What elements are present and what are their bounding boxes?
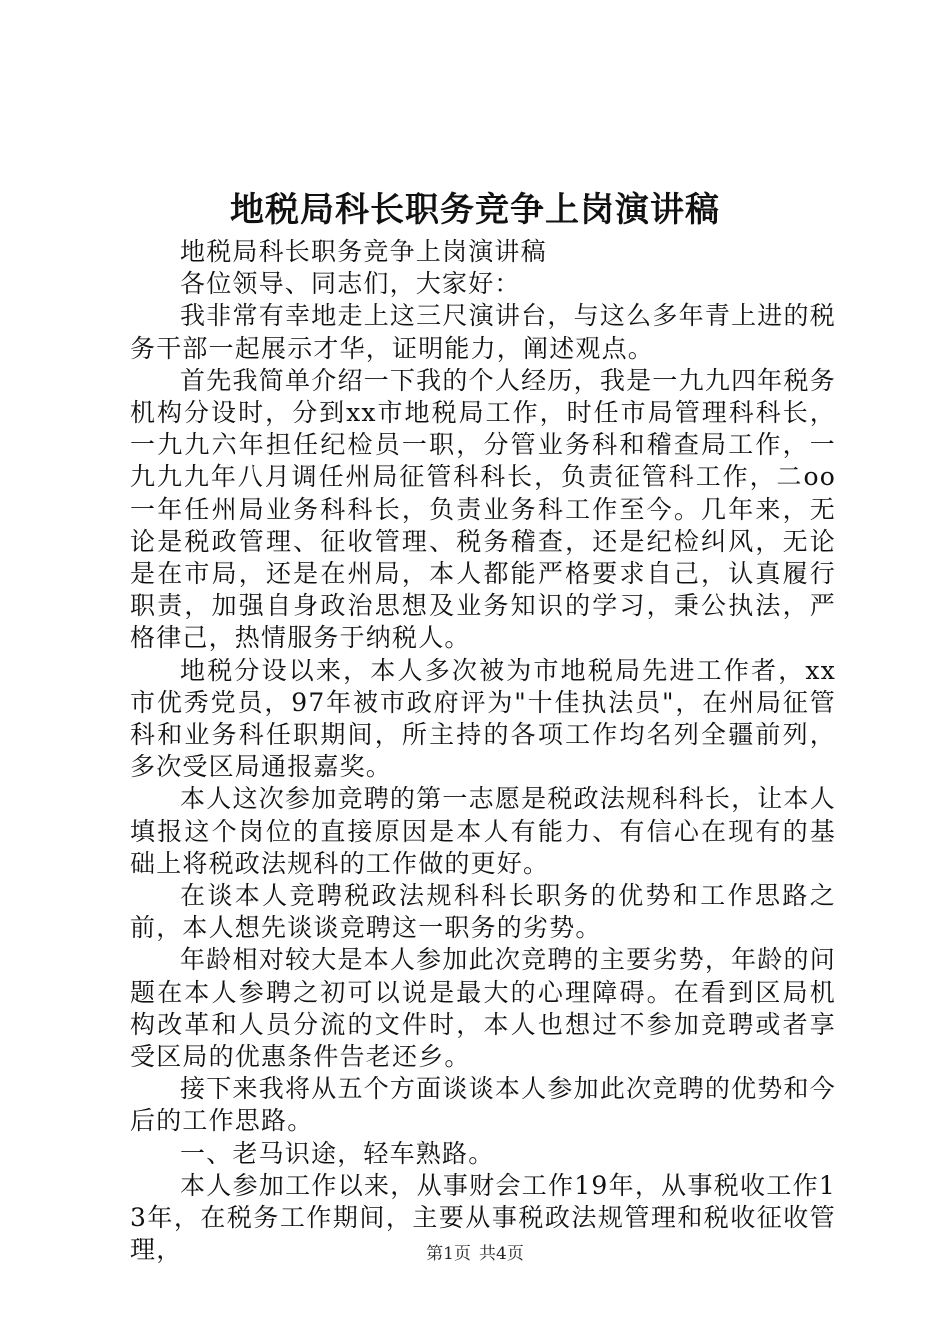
page-footer: [0, 1242, 950, 1266]
document-title: 地税局科长职务竞争上岗演讲稿: [230, 190, 720, 230]
paragraph-subtitle: 地税局科长职务竞争上岗演讲稿: [180, 237, 547, 266]
paragraph-honors: 地税分设以来，本人多次被为市地税局先进工作者，xx市优秀党员，97年被市政府评为"十佳执法员"，在州局征管科和业务科任职期间，所主持的各项工作均名列全疆前列，多次受区局通报嘉奖。: [130, 655, 836, 782]
paragraph-age-disadvantage: 年龄相对较大是本人参加此次竞聘的主要劣势，年龄的问题在本人参聘之初可以说是最大的心理障碍。在看到区局机构改革和人员分流的文件时，本人也想过不参加竞聘或者享受区局的优惠条件告老还乡。: [130, 945, 836, 1072]
paragraph-first-choice: 本人这次参加竞聘的第一志愿是税政法规科科长，让本人填报这个岗位的直接原因是本人有能力、有信心在现有的基础上将税政法规科的工作做的更好。: [130, 784, 836, 878]
paragraph-work-experience: 本人参加工作以来，从事财会工作19年，从事税收工作13年，在税务工作期间，主要从事税政法规管理和税收征收管理，: [130, 1170, 836, 1265]
paragraph-disadvantage-intro: 在谈本人竞聘税政法规科科长职务的优势和工作思路之前，本人想先谈谈竞聘这一职务的劣势。: [130, 881, 836, 943]
document-body: [130, 236, 836, 1267]
page-total: 共4页: [479, 1244, 524, 1264]
paragraph-five-aspects: 接下来我将从五个方面谈谈本人参加此次竞聘的优势和今后的工作思路。: [130, 1074, 836, 1136]
paragraph-section-one-heading: 一、老马识途，轻车熟路。: [180, 1138, 495, 1168]
page-number: 第1页: [426, 1244, 471, 1264]
paragraph-opening: 我非常有幸地走上这三尺演讲台，与这么多年青上进的税务干部一起展示才华，证明能力，阐述观点。: [130, 301, 836, 363]
paragraph-personal-history: 首先我简单介绍一下我的个人经历，我是一九九四年税务机构分设时，分到xx市地税局工作，时任市局管理科科长，一九九六年担任纪检员一职，分管业务科和稽查局工作，一九九九年八月调任州局征管科科长，负责征管科工作，二oo一年任州局业务科科长，负责业务科工作至今。几年来，无论是税政管理、征收管理、税务稽查，还是纪检纠风，无论是在市局，还是在州局，本人都能严格要求自己，认真履行职责，加强自身政治思想及业务知识的学习，秉公执法，严格律己，热情服务于纳税人。: [130, 365, 836, 653]
paragraph-salutation: 各位领导、同志们，大家好：: [180, 269, 521, 299]
